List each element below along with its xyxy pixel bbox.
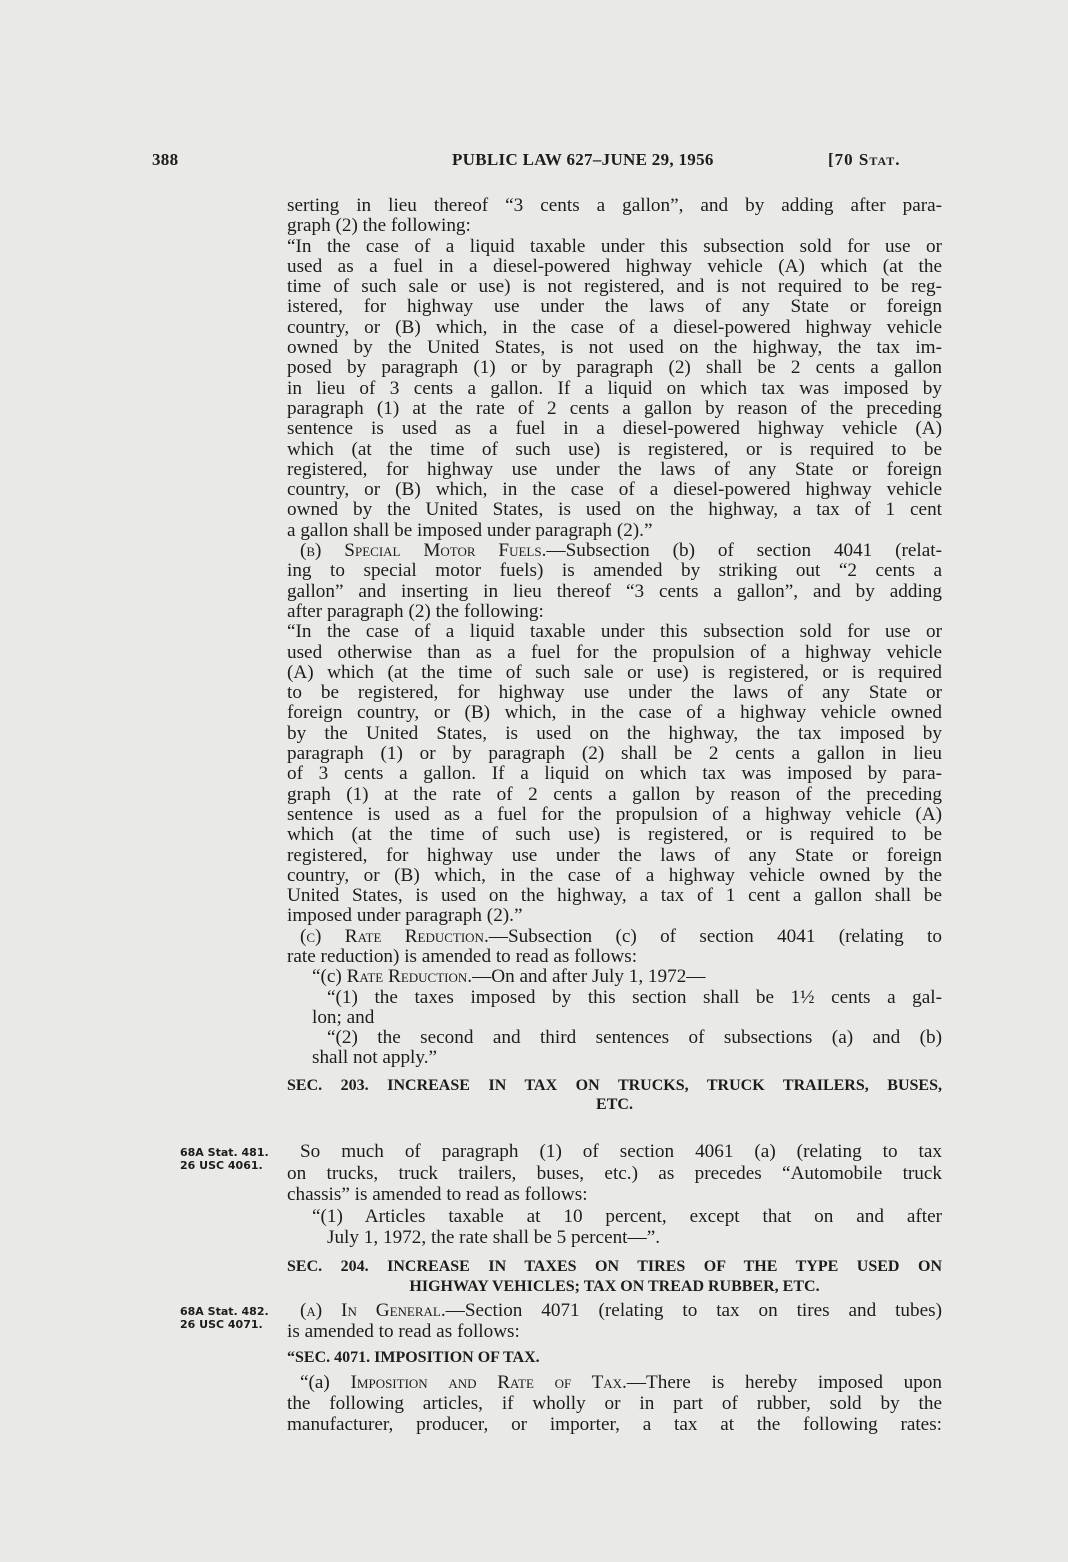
text-line: paragraph (1) at the rate of 2 cents a gallon by reason of the preceding	[287, 397, 942, 419]
section-204-heading	[287, 1257, 942, 1297]
statute-volume: [70 Stat.	[828, 150, 901, 169]
running-title: PUBLIC LAW 627–JUNE 29, 1956	[452, 150, 714, 169]
text-line	[287, 541, 942, 561]
text-line: “(1) the taxes imposed by this section shall be 1½ cents a gal-	[327, 986, 942, 1008]
text-line: “In the case of a liquid taxable under this subsection sold for use or	[287, 621, 942, 643]
text-line: is amended to read as follows:	[287, 1321, 520, 1342]
text-run: “(c)	[312, 966, 347, 988]
text-line: gallon” and inserting in lieu thereof “3 cents a gallon”, and by adding	[287, 580, 942, 602]
text-line: to be registered, for highway use under the laws of any State or	[287, 682, 942, 704]
text-line: graph (2) the following:	[287, 215, 471, 237]
text-line: country, or (B) which, in the case of a diesel-powered highway vehicle	[287, 316, 942, 338]
text-line: foreign country, or (B) which, in the case of a highway vehicle owned	[287, 702, 942, 724]
text-line: on trucks, truck trailers, buses, etc.) as precedes “Automobile truck	[287, 1162, 942, 1184]
margin-note-204	[180, 1305, 269, 1331]
text-line	[287, 967, 942, 987]
text-line: after paragraph (2) the following:	[287, 600, 544, 622]
rate-reduction-heading: Rate Reduction.	[346, 966, 473, 988]
margin-note-line: 68A Stat. 482.	[180, 1305, 269, 1318]
text-line: rate reduction) is amended to read as follows:	[287, 945, 638, 967]
text-line: sentence is used as a fuel in a diesel-powered highway vehicle (A)	[287, 418, 942, 440]
page-number: 388	[152, 150, 179, 169]
margin-note-line: 68A Stat. 481.	[180, 1146, 269, 1159]
heading-line: SEC. 203. INCREASE IN TAX ON TRUCKS, TRUCK TRAILERS, BUSES,	[287, 1077, 942, 1094]
text-line: United States, is used on the highway, a tax of 1 cent a gallon shall be	[287, 885, 942, 907]
text-run: —Subsection (b) of section 4041 (relat-	[546, 540, 942, 562]
text-line	[287, 1372, 942, 1393]
text-line: serting in lieu thereof “3 cents a gallon”, and by adding after para-	[287, 195, 942, 216]
heading-line: HIGHWAY VEHICLES; TAX ON TREAD RUBBER, ETC.	[409, 1278, 820, 1295]
text-line: manufacturer, producer, or importer, a tax at the following rates:	[287, 1414, 942, 1435]
subsection-heading-b: (b) Special Motor Fuels.	[300, 540, 547, 562]
subsection-heading-c: (c) Rate Reduction.	[300, 925, 489, 947]
text-line	[287, 927, 942, 947]
text-line: ing to special motor fuels) is amended by striking out “2 cents a	[287, 560, 942, 582]
heading-line: SEC. 204. INCREASE IN TAXES ON TIRES OF THE TYPE USED ON	[287, 1258, 942, 1275]
text-line: chassis” is amended to read as follows:	[287, 1184, 588, 1205]
text-line: posed by paragraph (1) or by paragraph (2) shall be 2 cents a gallon	[287, 357, 942, 379]
margin-note-line: 26 USC 4071.	[180, 1318, 263, 1331]
text-line	[287, 1300, 942, 1321]
text-line: registered, for highway use under the laws of any State or foreign	[287, 458, 942, 480]
text-line: of 3 cents a gallon. If a liquid on which tax was imposed by para-	[287, 763, 942, 785]
text-block-a	[287, 196, 942, 1069]
text-line: country, or (B) which, in the case of a highway vehicle owned by the	[287, 864, 942, 886]
text-line: istered, for highway use under the laws of any State or foreign	[287, 296, 942, 318]
text-line: (A) which (at the time of such sale or use) is registered, or is required	[287, 661, 942, 683]
text-line: July 1, 1972, the rate shall be 5 percent—”.	[327, 1227, 661, 1248]
text-line: “In the case of a liquid taxable under this subsection sold for use or	[287, 235, 942, 257]
text-run: “(a)	[300, 1372, 351, 1393]
text-line: which (at the time of such use) is registered, or is required to be	[287, 438, 942, 460]
text-line: imposed under paragraph (2).”	[287, 905, 523, 927]
text-run: —Section 4071 (relating to tax on tires and tubes)	[445, 1300, 942, 1321]
text-line: shall not apply.”	[312, 1047, 438, 1069]
section-4071-heading: “SEC. 4071. IMPOSITION OF TAX.	[287, 1349, 540, 1366]
text-line: by the United States, is used on the highway, the tax imposed by	[287, 722, 942, 744]
text-line: “(1) Articles taxable at 10 percent, except that on and after	[312, 1205, 942, 1227]
text-line: owned by the United States, is used on the highway, a tax of 1 cent	[287, 499, 942, 521]
text-line: “(2) the second and third sentences of subsections (a) and (b)	[327, 1027, 942, 1049]
text-line: lon; and	[312, 1006, 375, 1028]
section-203-heading	[287, 1076, 942, 1114]
text-line: the following articles, if wholly or in part of rubber, sold by the	[287, 1393, 942, 1414]
text-line: paragraph (1) or by paragraph (2) shall be 2 cents a gallon in lieu	[287, 743, 942, 765]
margin-note-line: 26 USC 4061.	[180, 1159, 263, 1172]
text-line: country, or (B) which, in the case of a diesel-powered highway vehicle	[287, 479, 942, 501]
section-204-body	[287, 1300, 942, 1342]
heading-line: ETC.	[596, 1096, 633, 1113]
section-203-body	[287, 1141, 942, 1249]
text-line: used as a fuel in a diesel-powered highway vehicle (A) which (at the	[287, 255, 942, 277]
text-line: registered, for highway use under the laws of any State or foreign	[287, 844, 942, 866]
text-line: graph (1) at the rate of 2 cents a gallon by reason of the preceding	[287, 783, 942, 805]
text-run: —On and after July 1, 1972—	[472, 966, 706, 988]
text-line: in lieu of 3 cents a gallon. If a liquid on which tax was imposed by	[287, 377, 942, 399]
text-line: a gallon shall be imposed under paragraph (2).”	[287, 519, 653, 541]
text-line: owned by the United States, is not used on the highway, the tax im-	[287, 337, 942, 359]
text-run: —There is hereby imposed upon	[626, 1372, 942, 1393]
in-general-heading: (a) In General.	[300, 1300, 446, 1321]
text-line: which (at the time of such use) is registered, or is required to be	[287, 824, 942, 846]
margin-note-203	[180, 1146, 269, 1172]
text-line: used otherwise than as a fuel for the propulsion of a highway vehicle	[287, 641, 942, 663]
imposition-heading: Imposition and Rate of Tax.	[350, 1372, 627, 1393]
text-line: sentence is used as a fuel for the propulsion of a highway vehicle (A)	[287, 803, 942, 825]
imposition-paragraph	[287, 1372, 942, 1435]
text-run: —Subsection (c) of section 4041 (relating to	[488, 925, 942, 947]
text-line: time of such sale or use) is not registered, and is not required to be reg-	[287, 276, 942, 298]
text-line: So much of paragraph (1) of section 4061 (a) (relating to tax	[300, 1141, 942, 1162]
